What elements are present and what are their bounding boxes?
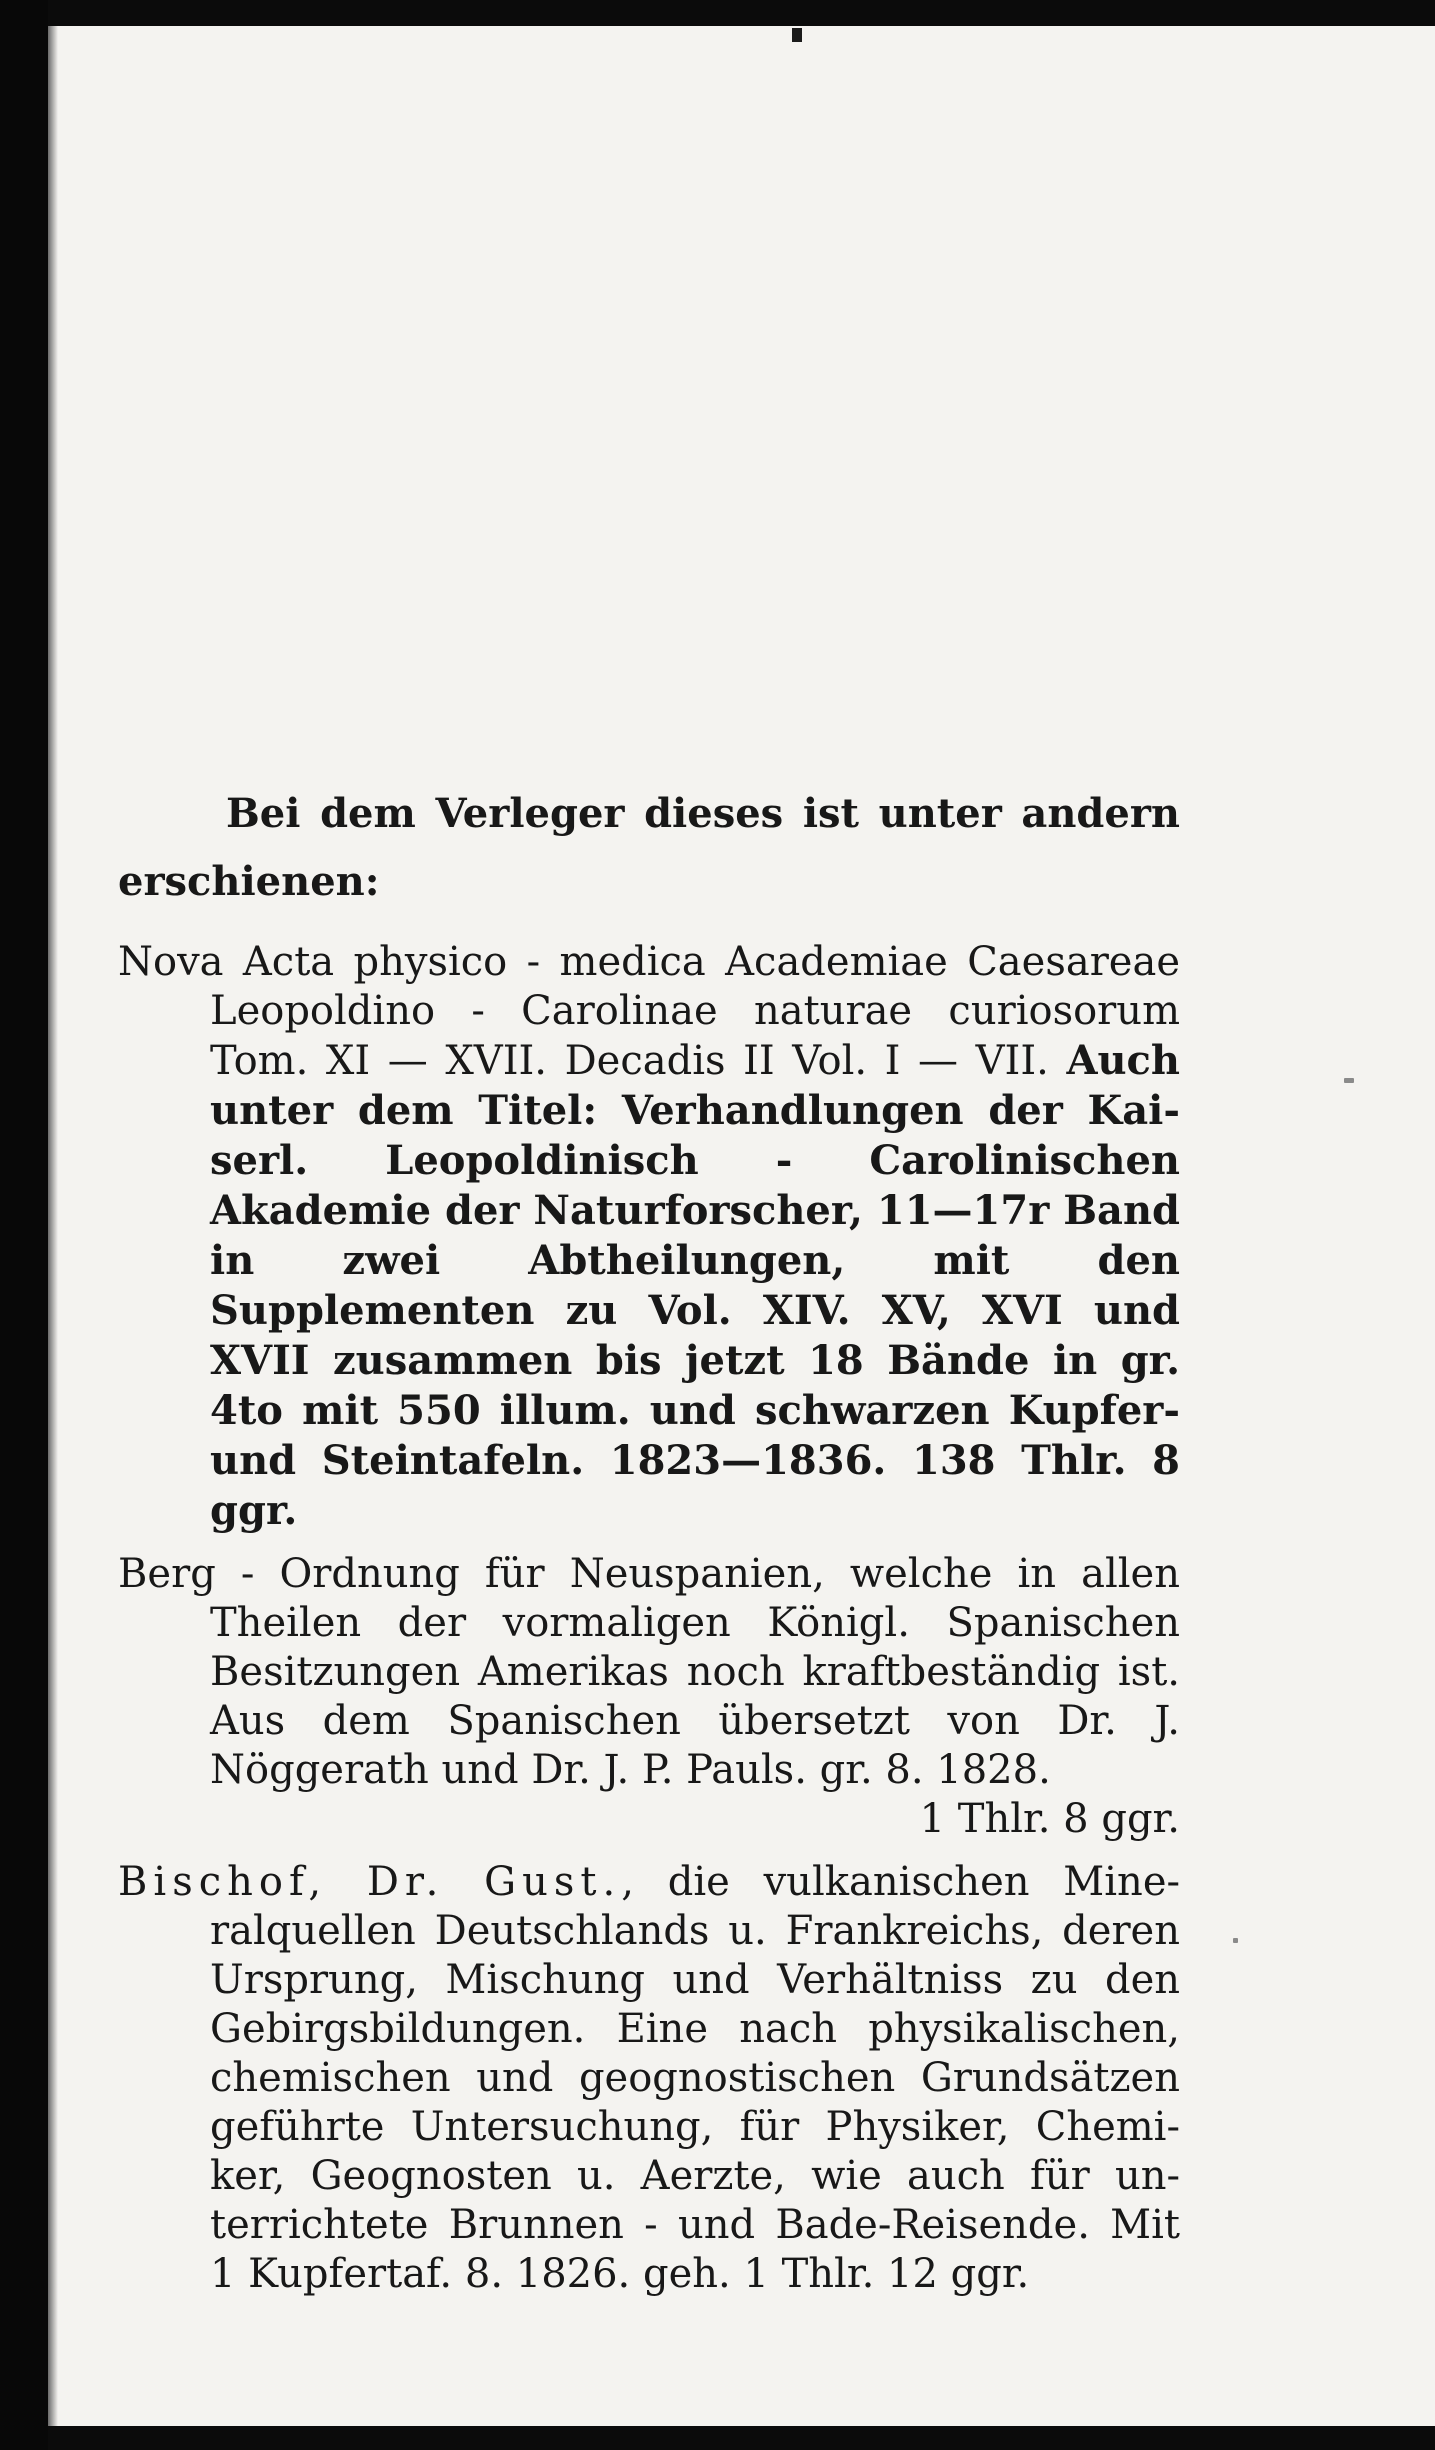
catalog-entry bbox=[118, 1858, 1180, 2299]
entry-description: , die vulkanischen Mineralquellen Deutschlands u. Frankreichs, deren Ursprung, Mischung und Verhältniss zu den Gebirgsbildungen. Eine nach physikalischen, chemischen und geognostischen Grundsätzen geführte Untersuchung, für Physiker, Chemiker, Geognosten u. Aerzte, wie auch für unterrichtete Brunnen - und Bade-Reisende. Mit 1 Kupfertaf. 8. 1826. geh. 1 Thlr. 12 ggr. bbox=[210, 1859, 1181, 2297]
catalog-entry bbox=[118, 1550, 1180, 1844]
scan-mark bbox=[792, 28, 802, 42]
speck-mark bbox=[1233, 1938, 1238, 1943]
entry-price: 1 Thlr. 8 ggr. bbox=[919, 1796, 1180, 1842]
entry-description: Auch unter dem Titel: Verhandlungen der Kaiserl. Leopoldinisch - Carolinischen Akademie der Naturforscher, 11—17r Band in zwei Abtheilungen, mit den Supplementen zu Vol. XIV. XV, XVI und XVII zusammen bis jetzt 18 Bände in gr. 4to mit 550 illum. und schwarzen Kupfer und Steintafeln. 1823—1836. 138 Thlr. 8 ggr. bbox=[210, 1037, 1180, 1534]
page-gutter-shadow bbox=[48, 26, 58, 2426]
speck-mark bbox=[1344, 1078, 1354, 1083]
entry-author: Bischof, Dr. Gust. bbox=[118, 1859, 622, 1905]
entry-description: Berg - Ordnung für Neuspanien, welche in allen Theilen der vormaligen Königl. Spanischen Besitzungen Amerikas noch kraftbeständig ist. Aus dem Spanischen übersetzt von Dr. J. Nöggerath und Dr. J. P. Pauls. gr. 8. 1828. bbox=[118, 1551, 1180, 1793]
scan-left-border bbox=[0, 0, 48, 2450]
entry-title: Nova Acta physico - medica Academiae Caesareae Leopoldino - Carolinae naturae curiosorum Tom. XI — XVII. Decadis II Vol. I — VII. bbox=[118, 939, 1180, 1084]
intro-heading: Bei dem Verleger dieses ist unter andern erschienen: bbox=[118, 790, 1180, 905]
catalog-entry bbox=[118, 938, 1180, 1536]
advertisement-text bbox=[118, 780, 1180, 2313]
